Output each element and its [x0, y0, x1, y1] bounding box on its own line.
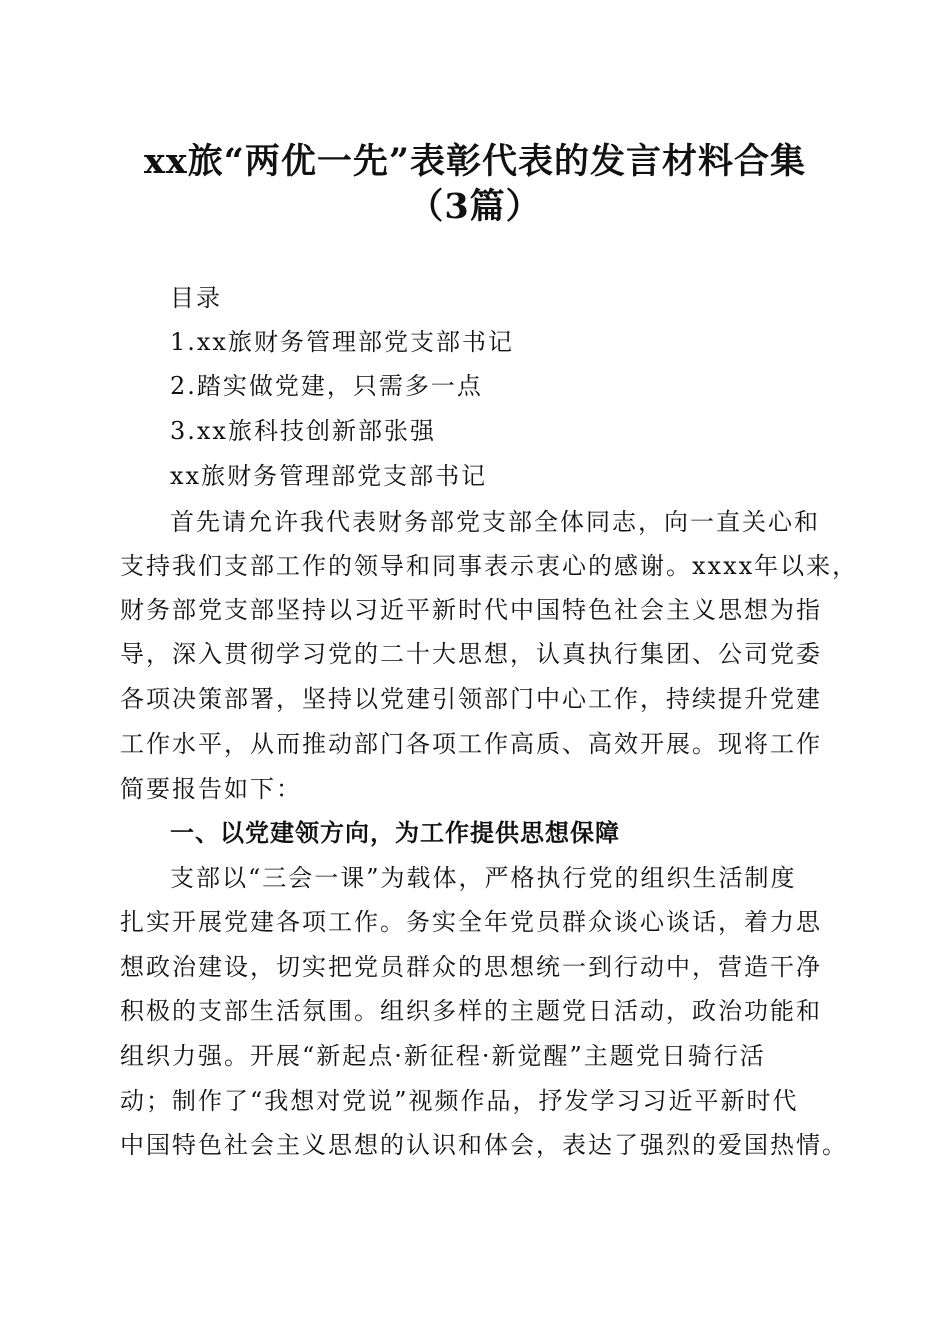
paragraph-line: 财务部党支部坚持以习近平新时代中国特色社会主义思想为指 [120, 596, 822, 624]
toc-item-1: 1.xx旅财务管理部党支部书记 [170, 328, 514, 356]
paragraph-line: 支部以“三会一课”为载体，严格执行党的组织生活制度 [170, 864, 797, 892]
toc-item-3: 3.xx旅科技创新部张强 [170, 417, 436, 445]
paragraph-line: 中国特色社会主义思想的认识和体会，表达了强烈的爱国热情。 [120, 1131, 848, 1159]
paragraph-line: 扎实开展党建各项工作。务实全年党员群众谈心谈话，着力思 [120, 908, 822, 936]
document-title-line1: xx旅“两优一先”表彰代表的发言材料合集 [144, 141, 806, 182]
toc-item-2: 2.踏实做党建，只需多一点 [170, 372, 483, 400]
paragraph-line: 各项决策部署，坚持以党建引领部门中心工作，持续提升党建 [120, 685, 822, 713]
document-title-line2: （3篇） [408, 186, 542, 227]
paragraph-line: 积极的支部生活氛围。组织多样的主题党日活动，政治功能和 [120, 997, 822, 1025]
section-heading-1: 一、以党建领方向，为工作提供思想保障 [170, 819, 620, 847]
paragraph-line: 工作水平，从而推动部门各项工作高质、高效开展。现将工作 [120, 730, 822, 758]
section-title: xx旅财务管理部党支部书记 [170, 462, 488, 490]
paragraph-line: 首先请允许我代表财务部党支部全体同志，向一直关心和 [170, 508, 820, 536]
paragraph-line: 导，深入贯彻学习党的二十大思想，认真执行集团、公司党委 [120, 640, 822, 668]
paragraph-line: 动；制作了“我想对党说”视频作品，抒发学习习近平新时代 [120, 1087, 799, 1115]
toc-label: 目录 [170, 284, 222, 312]
paragraph-line: 组织力强。开展“新起点·新征程·新觉醒”主题党日骑行活 [120, 1042, 766, 1070]
paragraph-line: 想政治建设，切实把党员群众的思想统一到行动中，营造干净 [120, 953, 822, 981]
paragraph-line: 支持我们支部工作的领导和同事表示衷心的感谢。xxxx年以来， [120, 552, 859, 580]
paragraph-line: 简要报告如下： [120, 775, 302, 803]
